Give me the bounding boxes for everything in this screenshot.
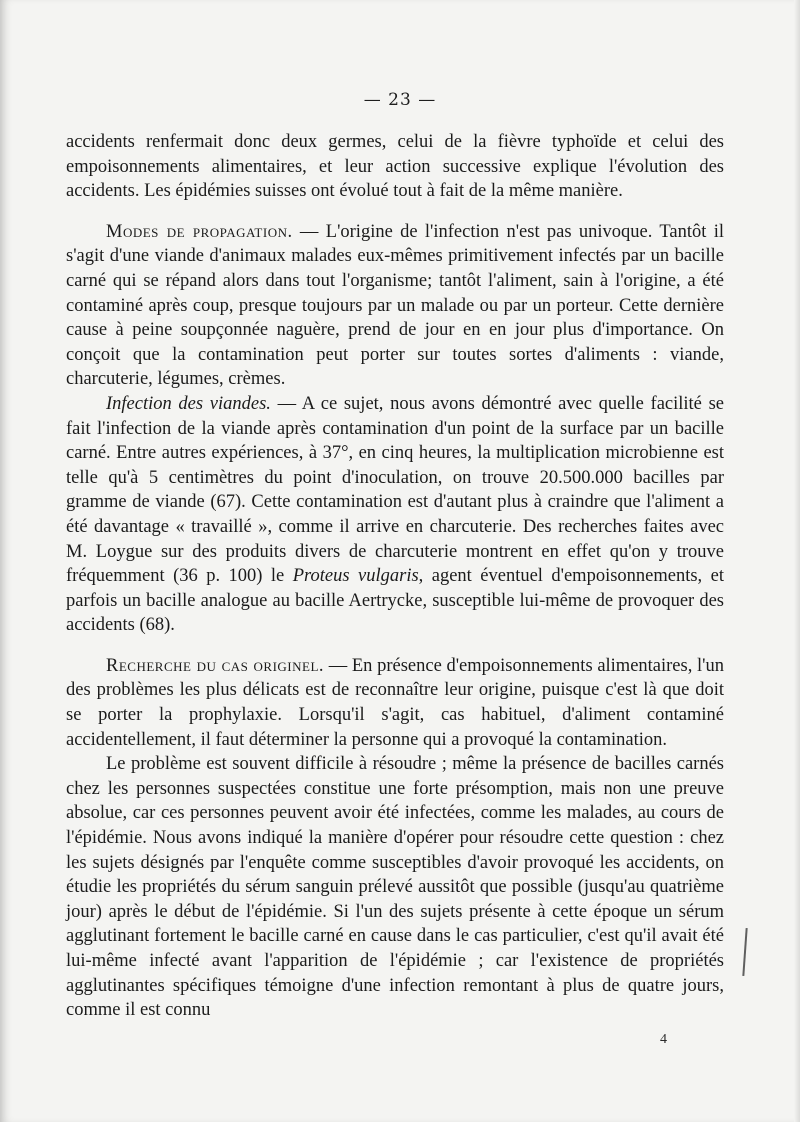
species-name: Proteus vulgaris: [292, 566, 419, 587]
signature-mark: 4: [660, 1032, 667, 1047]
section-heading-modes-de-propagation: Modes de propagation.: [106, 221, 293, 242]
section-heading-infection-des-viandes: Infection des viandes.: [106, 393, 271, 414]
paragraph-2-text: — L'origine de l'infection n'est pas univoque. Tantôt il s'agit d'une viande d'animaux malades eux-mêmes primitivement infectés par un bacille carné qui se répand alors dans tout l'organisme; tantôt l'aliment, sain à l'origine, a été contaminé après coup, presque toujours par un malade ou par un porteur. Cette dernière cause à peine soupçonnée naguère, prend de jour en en jour plus d'importance. On conçoit que la contamination peut porter sur toutes sortes d'aliments : viande, charcuterie, légumes, crèmes.: [66, 221, 724, 390]
page-number: — 23 —: [363, 90, 437, 110]
paragraph-5-text: Le problème est souvent difficile à résoudre ; même la présence de bacilles carnés chez les personnes suspectées constitue une forte présomption, mais non une preuve absolue, car ces personnes peuvent avoir été infectées, comme les malades, au cours de l'épidémie. Nous avons indiqué la manière d'opérer pour résoudre cette question : chez les sujets désignés par l'enquête comme susceptibles d'avoir provoqué les accidents, on étudie les propriétés du sérum sanguin prélevé aussitôt que possible (jusqu'au quatrième jour) après le début de l'épidémie. Si l'un des sujets présente à cette époque un sérum agglutinant fortement le bacille carné en cause dans le cas particulier, c'est qu'il avait été lui-même infecté avant l'apparition de l'épidémie ; car l'existence de propriétés agglutinantes spécifiques témoigne d'une infection remontant à plus de quatre jours, comme il est connu: [66, 754, 724, 1021]
paragraph-3: [66, 392, 724, 638]
paragraph-5: [66, 752, 724, 1023]
paragraph-1-text: accidents renfermait donc deux germes, celui de la fièvre typhoïde et celui des empoisonnements alimentaires, et leur action successive explique l'évolution des accidents. Les épidémies suisses ont évolué tout à fait de la même manière.: [66, 132, 724, 202]
paragraph-1: [66, 130, 724, 204]
page-edge-shadow: [794, 0, 800, 1122]
paragraph-4: [66, 654, 724, 752]
body-text: [66, 130, 724, 1023]
margin-pencil-mark: [742, 928, 747, 976]
paragraph-3-text-a: — A ce sujet, nous avons démontré avec quelle facilité se fait l'infection de la viande après contamination d'un point de la surface par un bacille carné. Entre autres expériences, à 37°, en cinq heures, la multiplication microbienne est telle qu'à 5 centimètres du point d'inoculation, on trouve 20.500.000 bacilles par gramme de viande (67). Cette contamination est d'autant plus à craindre que l'aliment a été davantage « travaillé », comme il arrive en charcuterie. Des recherches faites avec M. Loygue sur des produits divers de charcuterie montrent en effet qu'on y trouve fréquemment (36 p. 100) le: [66, 393, 724, 587]
paragraph-3-text-b: , agent éventuel d'empoisonnements, et parfois un bacille analogue au bacille Aertrycke, susceptible lui-même de provoquer des accidents (68).: [66, 566, 724, 636]
paragraph-2: [66, 220, 724, 392]
section-heading-recherche-du-cas-originel: Recherche du cas originel.: [106, 655, 325, 676]
paragraph-4-text: — En présence d'empoisonnements alimentaires, l'un des problèmes les plus délicats est de reconnaître leur origine, puisque c'est là que doit se porter la prophylaxie. Lorsqu'il s'agit, cas habituel, d'aliment contaminé accidentellement, il faut déterminer la personne qui a provoqué la contamination.: [66, 655, 724, 750]
